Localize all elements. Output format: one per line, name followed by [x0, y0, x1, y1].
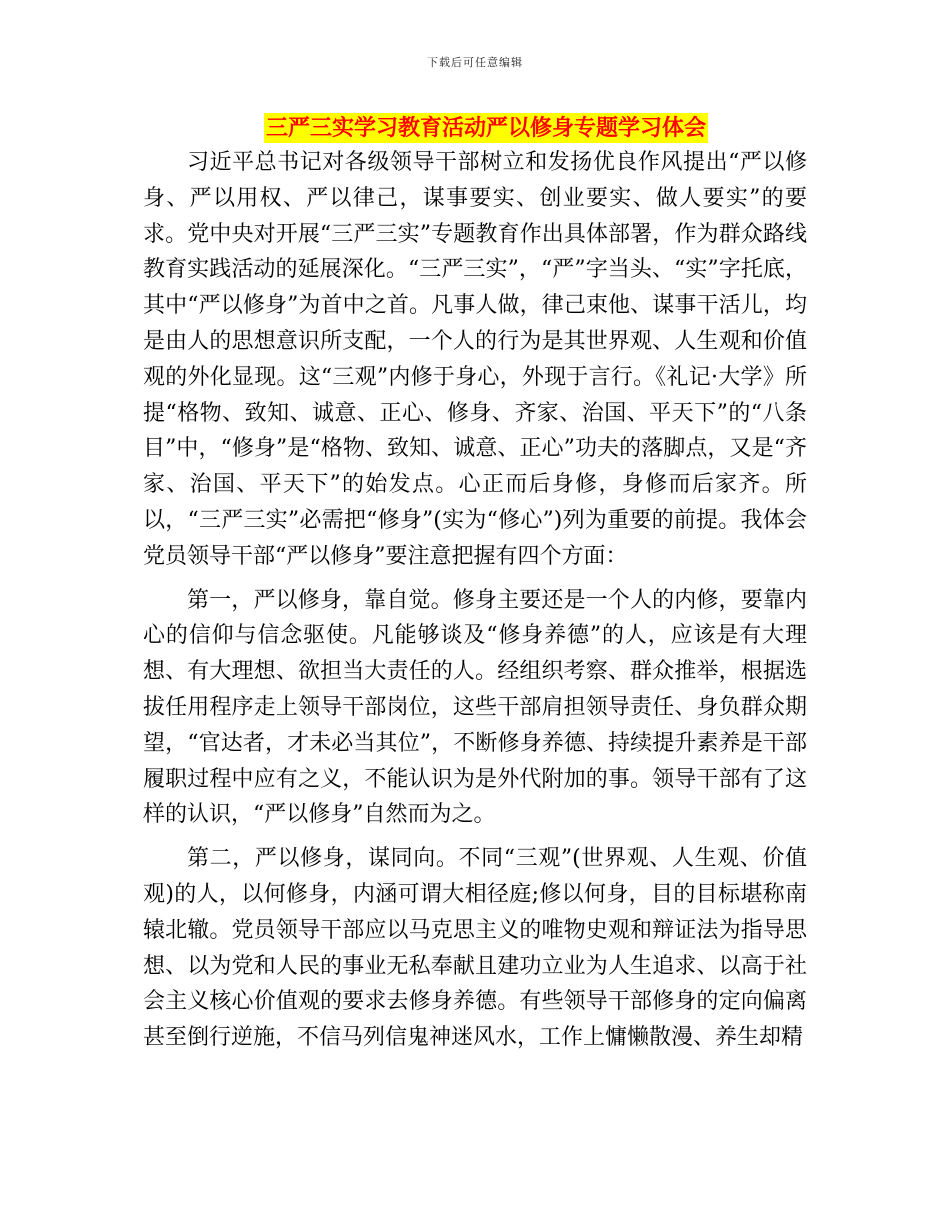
paragraph: 第二，严以修身，谋同向。不同“三观”(世界观、人生观、价值观)的人，以何修身，内涵可谓大相径庭;修以何身，目的目标堪称南辕北辙。党员领导干部应以马克思主义的唯物史观和辩证法为指导思想、以为党和人民的事业无私奉献且建功立业为人生追求、以高于社会主义核心价值观的要求去修身养德。有些领导干部修身的定向偏离甚至倒行逆施，不信马列信鬼神迷风水，工作上慵懒散漫、养生却精 [143, 846, 807, 1051]
document-title: 三严三实学习教育活动严以修身专题学习体会 [266, 115, 707, 141]
paragraph: 第一，严以修身，靠自觉。修身主要还是一个人的内修，要靠内心的信仰与信念驱使。凡能够谈及“修身养德”的人，应该是有大理想、有大理想、欲担当大责任的人。经组织考察、群众推举，根据选拔任用程序走上领导干部岗位，这些干部肩担领导责任、身负群众期望，“官达者，才未必当其位”，不断修身养德、持续提升素养是干部履职过程中应有之义，不能认识为是外代附加的事。领导干部有了这样的认识，“严以修身”自然而为之。 [143, 587, 807, 828]
header-note: 下载后可任意编辑 [427, 56, 523, 69]
paragraph: 习近平总书记对各级领导干部树立和发扬优良作风提出“严以修身、严以用权、严以律己，谋事要实、创业要实、做人要实”的要求。党中央对开展“三严三实”专题教育作出具体部署，作为群众路线教育实践活动的延展深化。“三严三实”，“严”字当头、“实”字托底，其中“严以修身”为首中之首。凡事人做，律己束他、谋事干活儿，均是由人的思想意识所支配，一个人的行为是其世界观、人生观和价值观的外化显现。这“三观”内修于身心，外现于言行。《礼记·大学》所提“格物、致知、诚意、正心、修身、齐家、治国、平天下”的“八条目”中，“修身”是“格物、致知、诚意、正心”功夫的落脚点，又是“齐家、治国、平天下”的始发点。心正而后身修，身修而后家齐。所以，“三严三实”必需把“修身”(实为“修心”)列为重要的前提。我体会党员领导干部“严以修身”要注意把握有四个方面： [143, 150, 807, 569]
document-body [143, 145, 807, 1056]
